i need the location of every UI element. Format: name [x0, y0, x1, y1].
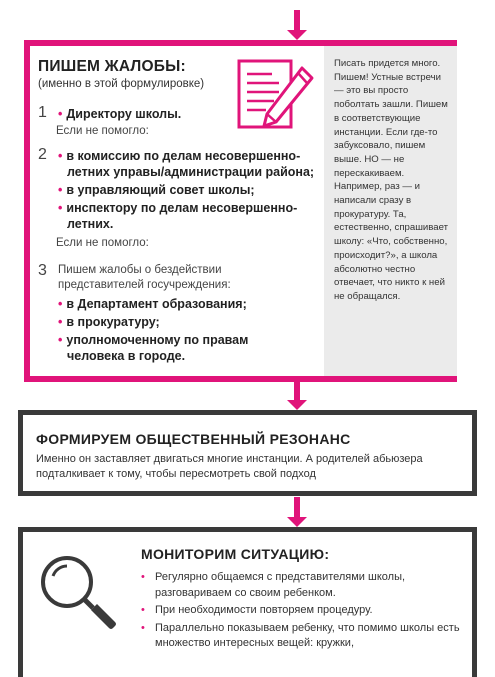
- bullet-ombudsman-cont: человека в городе.: [67, 349, 186, 363]
- side-note-text: Писать придется много. Пишем! Устные встречи — это вы просто поболтать зашли. Пишем в соответствующие инстанции. Если где-то забуксовало, пишем выше. НО — не перескакиваем. Например, раз — и написали сразу в прокуратуру. Та, естественно, спрашивает школу: «Что, собственно, происходит?», а школа абсолютно честно отвечает, что никто к ней не обращался.: [334, 58, 448, 302]
- bullet-director: • Директору школы.: [58, 107, 182, 121]
- item-3-intro-line-2: представителей госучреждения:: [58, 279, 231, 291]
- monitoring-list: [141, 570, 471, 654]
- step-monitoring-box: [18, 527, 477, 677]
- item-number-3: 3: [38, 262, 47, 279]
- bullet-inspector-cont: летних.: [67, 217, 114, 231]
- step-resonance-description: Именно он заставляет двигаться многие инстанции. А родителей абьюзера подталкивает к тому, чтобы пересмотреть свой подход: [36, 453, 423, 480]
- flow-arrow-top: [290, 10, 304, 40]
- side-note-panel: [324, 46, 457, 376]
- item-3-intro-line-1: Пишем жалобы о бездействии: [58, 264, 222, 276]
- list-item: • Параллельно показываем ребенку, что помимо школы есть множество интересных вещей: кружки,: [141, 621, 460, 649]
- list-item: • Регулярно общаемся с представителями школы, разговариваем со своим ребенком.: [141, 571, 406, 599]
- list-item: • При необходимости повторяем процедуру.: [141, 604, 373, 616]
- if-not-helped-1: Если не помогло:: [56, 125, 149, 137]
- bullet-prosecutor: • в прокуратуру;: [58, 315, 160, 329]
- flow-arrow-middle: [290, 382, 304, 410]
- step-complaints-subtitle: (именно в этой формулировке): [38, 78, 205, 90]
- step-resonance-title: ФОРМИРУЕМ ОБЩЕСТВЕННЫЙ РЕЗОНАНС: [36, 431, 351, 447]
- bullet-school-council: • в управляющий совет школы;: [58, 183, 255, 197]
- step-complaints-title: ПИШЕМ ЖАЛОБЫ:: [38, 58, 186, 75]
- bullet-ombudsman: • уполномоченному по правам: [58, 333, 249, 347]
- step-monitoring-title: МОНИТОРИМ СИТУАЦИЮ:: [141, 546, 330, 562]
- magnifier-icon: [37, 552, 119, 632]
- bullet-inspector: • инспектору по делам несовершенно-: [58, 201, 298, 215]
- flow-arrow-bottom: [290, 497, 304, 527]
- document-pen-icon: [236, 58, 316, 140]
- step-complaints-box: [24, 40, 457, 382]
- step-resonance-box: [18, 410, 477, 496]
- bullet-commission-cont: летних управы/администрации района;: [67, 165, 315, 179]
- bullet-commission: • в комиссию по делам несовершенно-: [58, 149, 301, 163]
- bullet-education-department: • в Департамент образования;: [58, 297, 247, 311]
- if-not-helped-2: Если не помогло:: [56, 237, 149, 249]
- item-number-2: 2: [38, 146, 47, 163]
- item-number-1: 1: [38, 104, 47, 121]
